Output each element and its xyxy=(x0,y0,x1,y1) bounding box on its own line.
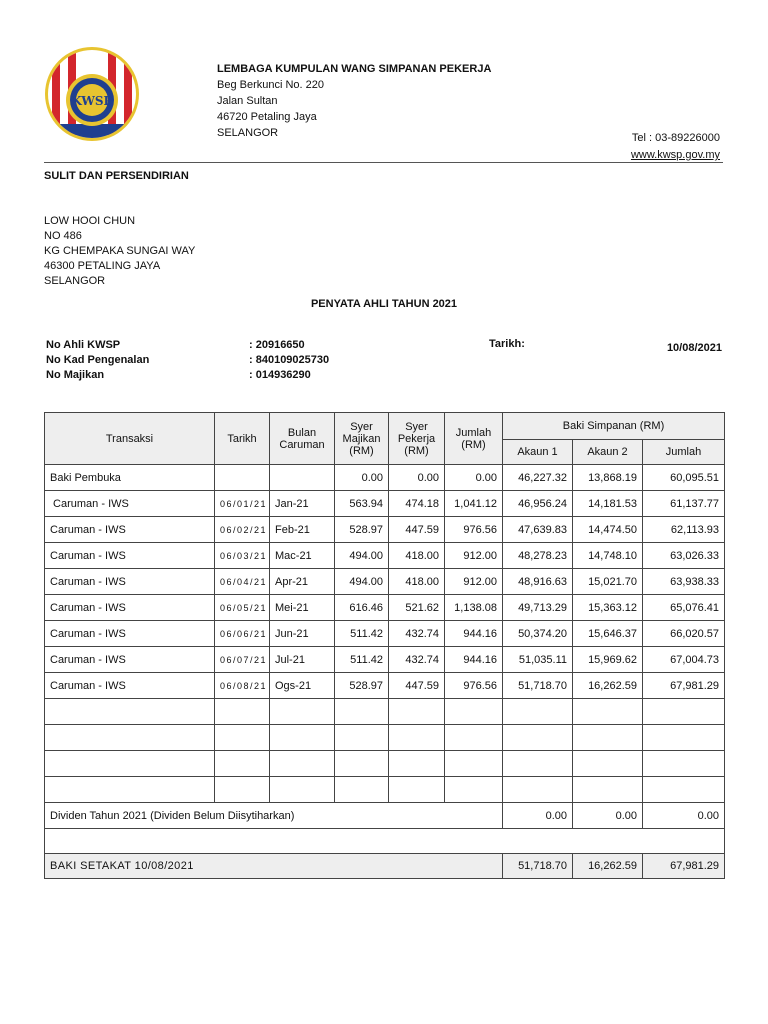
header-akaun2: Akaun 2 xyxy=(573,440,643,465)
row-akaun2: 15,021.70 xyxy=(573,569,643,595)
row-majikan: 528.97 xyxy=(335,517,389,543)
row-akaun2: 14,181.53 xyxy=(573,491,643,517)
employer-number-label: No Majikan xyxy=(46,369,105,381)
row-jumlah: 912.00 xyxy=(445,543,503,569)
header-jumlah-baki: Jumlah xyxy=(643,440,725,465)
row-tarikh: 06/07/21 xyxy=(215,647,270,673)
closing-balance-row xyxy=(45,854,725,879)
ic-number-label: No Kad Pengenalan xyxy=(46,354,150,366)
empty-row xyxy=(45,751,725,777)
header-akaun1: Akaun 1 xyxy=(503,440,573,465)
row-akaun2: 15,969.62 xyxy=(573,647,643,673)
row-jumlah: 944.16 xyxy=(445,647,503,673)
statement-title: PENYATA AHLI TAHUN 2021 xyxy=(310,298,458,310)
row-total: 63,938.33 xyxy=(643,569,725,595)
confidential-label: SULIT DAN PERSENDIRIAN xyxy=(44,170,189,182)
empty-row xyxy=(45,699,725,725)
row-pekerja: 418.00 xyxy=(389,569,445,595)
row-bulan: Ogs-21 xyxy=(270,673,335,699)
table-row xyxy=(45,595,725,621)
organisation-name: LEMBAGA KUMPULAN WANG SIMPANAN PEKERJA xyxy=(217,63,492,75)
member-address-line: 46300 PETALING JAYA xyxy=(44,260,161,272)
header-syer-majikan: Syer Majikan (RM) xyxy=(335,413,389,465)
member-address-line: NO 486 xyxy=(44,230,82,242)
closing-akaun2: 16,262.59 xyxy=(573,854,643,879)
row-pekerja: 521.62 xyxy=(389,595,445,621)
row-akaun2: 16,262.59 xyxy=(573,673,643,699)
row-majikan: 511.42 xyxy=(335,647,389,673)
row-pekerja: 447.59 xyxy=(389,517,445,543)
opening-total: 60,095.51 xyxy=(643,465,725,491)
row-akaun1: 46,956.24 xyxy=(503,491,573,517)
dividend-label: Dividen Tahun 2021 (Dividen Belum Diisytiharkan) xyxy=(45,803,503,829)
opening-jumlah: 0.00 xyxy=(445,465,503,491)
row-majikan: 563.94 xyxy=(335,491,389,517)
row-total: 61,137.77 xyxy=(643,491,725,517)
table-row xyxy=(45,673,725,699)
row-akaun2: 15,363.12 xyxy=(573,595,643,621)
row-majikan: 494.00 xyxy=(335,543,389,569)
website-link[interactable]: www.kwsp.gov.my xyxy=(630,149,720,161)
opening-pekerja: 0.00 xyxy=(389,465,445,491)
row-akaun1: 50,374.20 xyxy=(503,621,573,647)
dividend-row xyxy=(45,803,725,829)
table-row xyxy=(45,621,725,647)
row-jumlah: 1,041.12 xyxy=(445,491,503,517)
row-akaun2: 15,646.37 xyxy=(573,621,643,647)
closing-label: BAKI SETAKAT 10/08/2021 xyxy=(45,854,503,879)
dividend-total: 0.00 xyxy=(643,803,725,829)
row-pekerja: 447.59 xyxy=(389,673,445,699)
opening-balance-row xyxy=(45,465,725,491)
row-tarikh: 06/01/21 xyxy=(215,491,270,517)
table-row xyxy=(45,517,725,543)
row-bulan: Jan-21 xyxy=(270,491,335,517)
row-bulan: Mei-21 xyxy=(270,595,335,621)
row-transaksi: Caruman - IWS xyxy=(45,543,215,569)
row-tarikh: 06/06/21 xyxy=(215,621,270,647)
row-tarikh: 06/05/21 xyxy=(215,595,270,621)
row-bulan: Apr-21 xyxy=(270,569,335,595)
empty-row xyxy=(45,725,725,751)
table-row xyxy=(45,543,725,569)
row-tarikh: 06/04/21 xyxy=(215,569,270,595)
row-pekerja: 418.00 xyxy=(389,543,445,569)
row-akaun2: 14,748.10 xyxy=(573,543,643,569)
telephone: Tel : 03-89226000 xyxy=(631,132,720,144)
row-total: 62,113.93 xyxy=(643,517,725,543)
org-address-line: SELANGOR xyxy=(217,127,279,139)
row-transaksi: Caruman - IWS xyxy=(45,673,215,699)
org-address-line: Jalan Sultan xyxy=(217,95,278,107)
row-total: 67,004.73 xyxy=(643,647,725,673)
header-divider xyxy=(44,162,723,163)
org-address-line: Beg Berkunci No. 220 xyxy=(217,79,325,91)
row-pekerja: 432.74 xyxy=(389,647,445,673)
org-address-line: 46720 Petaling Jaya xyxy=(217,111,317,123)
row-bulan: Feb-21 xyxy=(270,517,335,543)
header-bulan-caruman: Bulan Caruman xyxy=(270,413,335,465)
row-bulan: Jul-21 xyxy=(270,647,335,673)
member-address-line: KG CHEMPAKA SUNGAI WAY xyxy=(44,245,196,257)
row-akaun1: 47,639.83 xyxy=(503,517,573,543)
row-transaksi: Caruman - IWS xyxy=(45,569,215,595)
row-total: 65,076.41 xyxy=(643,595,725,621)
row-tarikh: 06/03/21 xyxy=(215,543,270,569)
row-jumlah: 976.56 xyxy=(445,517,503,543)
table-row xyxy=(45,491,725,517)
row-transaksi: Caruman - IWS xyxy=(45,595,215,621)
member-number-label: No Ahli KWSP xyxy=(46,339,121,351)
row-total: 67,981.29 xyxy=(643,673,725,699)
dividend-akaun1: 0.00 xyxy=(503,803,573,829)
header-baki-simpanan: Baki Simpanan (RM) xyxy=(503,413,725,440)
opening-label: Baki Pembuka xyxy=(45,465,215,491)
organisation-address xyxy=(217,61,491,141)
row-akaun1: 48,278.23 xyxy=(503,543,573,569)
date-value: 10/08/2021 xyxy=(666,342,722,354)
header-jumlah: Jumlah (RM) xyxy=(445,413,503,465)
row-majikan: 494.00 xyxy=(335,569,389,595)
statement-table xyxy=(44,412,725,879)
row-akaun1: 49,713.29 xyxy=(503,595,573,621)
member-address xyxy=(44,214,195,289)
row-total: 63,026.33 xyxy=(643,543,725,569)
row-akaun1: 48,916.63 xyxy=(503,569,573,595)
table-row xyxy=(45,647,725,673)
row-bulan: Mac-21 xyxy=(270,543,335,569)
row-pekerja: 474.18 xyxy=(389,491,445,517)
row-tarikh: 06/02/21 xyxy=(215,517,270,543)
row-jumlah: 976.56 xyxy=(445,673,503,699)
header-tarikh: Tarikh xyxy=(215,413,270,465)
row-jumlah: 912.00 xyxy=(445,569,503,595)
row-majikan: 616.46 xyxy=(335,595,389,621)
row-total: 66,020.57 xyxy=(643,621,725,647)
closing-total: 67,981.29 xyxy=(643,854,725,879)
row-pekerja: 432.74 xyxy=(389,621,445,647)
row-majikan: 528.97 xyxy=(335,673,389,699)
closing-akaun1: 51,718.70 xyxy=(503,854,573,879)
opening-majikan: 0.00 xyxy=(335,465,389,491)
header-transaksi: Transaksi xyxy=(45,413,215,465)
row-jumlah: 944.16 xyxy=(445,621,503,647)
table-row xyxy=(45,569,725,595)
row-bulan: Jun-21 xyxy=(270,621,335,647)
row-akaun2: 14,474.50 xyxy=(573,517,643,543)
opening-akaun2: 13,868.19 xyxy=(573,465,643,491)
header-syer-pekerja: Syer Pekerja (RM) xyxy=(389,413,445,465)
svg-text:KWSP: KWSP xyxy=(71,94,113,108)
dividend-akaun2: 0.00 xyxy=(573,803,643,829)
kwsp-logo xyxy=(44,44,140,144)
row-transaksi: Caruman - IWS xyxy=(45,621,215,647)
empty-row xyxy=(45,777,725,803)
date-label: Tarikh: xyxy=(489,338,525,350)
member-info xyxy=(46,338,329,383)
row-transaksi: Caruman - IWS xyxy=(45,491,215,517)
row-transaksi: Caruman - IWS xyxy=(45,517,215,543)
opening-akaun1: 46,227.32 xyxy=(503,465,573,491)
employer-number-value: : 014936290 xyxy=(249,369,311,381)
member-address-line: SELANGOR xyxy=(44,275,106,287)
row-transaksi: Caruman - IWS xyxy=(45,647,215,673)
row-majikan: 511.42 xyxy=(335,621,389,647)
row-tarikh: 06/08/21 xyxy=(215,673,270,699)
contact-info xyxy=(631,130,720,164)
row-akaun1: 51,718.70 xyxy=(503,673,573,699)
ic-number-value: : 840109025730 xyxy=(249,354,330,366)
member-name: LOW HOOI CHUN xyxy=(44,215,136,227)
row-jumlah: 1,138.08 xyxy=(445,595,503,621)
member-number-value: : 20916650 xyxy=(249,339,305,351)
row-akaun1: 51,035.11 xyxy=(503,647,573,673)
spacer-row xyxy=(45,829,725,854)
